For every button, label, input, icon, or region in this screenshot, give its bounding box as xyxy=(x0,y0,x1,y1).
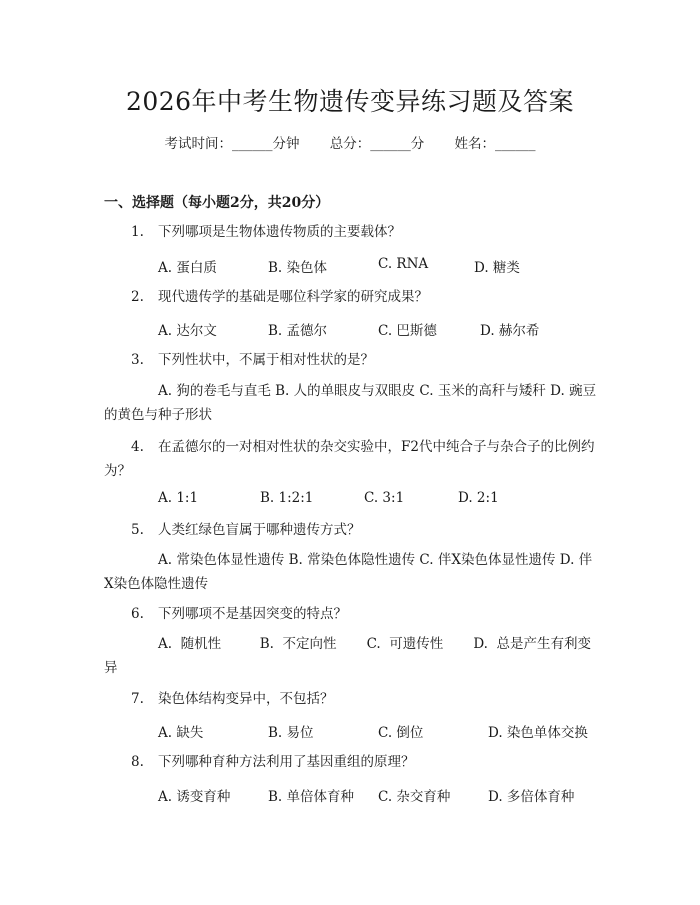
option-d: D. 多倍体育种 xyxy=(488,789,575,805)
question-stem: 染色体结构变异中，不包括？ xyxy=(158,691,334,707)
option-c: C. 杂交育种 xyxy=(378,789,451,805)
option-a: A. 缺失 xyxy=(158,725,204,741)
question-5 xyxy=(104,520,600,541)
option-a: A. 诱变育种 xyxy=(158,789,231,805)
question-3 xyxy=(104,350,600,371)
question-8 xyxy=(104,752,600,773)
question-number: 7. xyxy=(131,691,144,707)
question-6-options: A. 随机性 B. 不定向性 C. 可遗传性 D. 总是产生有利变异 xyxy=(104,636,592,676)
option-b: B. 染色体 xyxy=(268,260,328,276)
student-name-field: 姓名：______ xyxy=(454,136,536,152)
question-5-options: A. 常染色体显性遗传 B. 常染色体隐性遗传 C. 伴X染色体显性遗传 D. 伴X染色体隐性遗传 xyxy=(104,552,593,592)
question-number: 8. xyxy=(131,754,144,770)
option-c: C. 倒位 xyxy=(378,725,424,741)
section-title: 一、选择题（每小题2分，共20分） xyxy=(104,195,330,211)
option-c: C. 3:1 xyxy=(364,490,405,506)
option-a: A. 1:1 xyxy=(158,490,199,506)
question-stem: 下列哪项是生物体遗传物质的主要载体？ xyxy=(158,224,401,240)
question-number: 3. xyxy=(131,352,144,368)
option-c: C. 巴斯德 xyxy=(378,323,437,339)
option-d: D. 赫尔希 xyxy=(480,323,540,339)
document-title: 2026年中考生物遗传变异练习题及答案 xyxy=(125,87,575,116)
question-6 xyxy=(104,604,600,625)
option-c: C. RNA xyxy=(378,256,429,272)
question-7 xyxy=(104,689,600,710)
question-stem: 人类红绿色盲属于哪种遗传方式？ xyxy=(158,522,361,538)
question-3-options: A. 狗的卷毛与直毛 B. 人的单眼皮与双眼皮 C. 玉米的高秆与矮秆 D. 豌豆的黄色与种子形状 xyxy=(104,383,597,423)
option-b: B. 1:2:1 xyxy=(260,490,314,506)
question-number: 1. xyxy=(131,224,144,240)
exam-time-field: 考试时间：______分钟 xyxy=(164,136,300,152)
question-stem: 下列哪项不是基因突变的特点？ xyxy=(158,606,347,622)
exam-meta xyxy=(0,132,700,152)
question-2 xyxy=(104,287,600,308)
option-b: B. 易位 xyxy=(268,725,314,741)
option-d: D. 糖类 xyxy=(474,260,520,276)
option-d: D. 2:1 xyxy=(458,490,499,506)
question-number: 5. xyxy=(131,522,144,538)
total-score-field: 总分：______分 xyxy=(329,136,425,152)
question-4 xyxy=(104,435,600,483)
option-a: A. 蛋白质 xyxy=(158,260,217,276)
question-stem: 现代遗传学的基础是哪位科学家的研究成果？ xyxy=(158,289,428,305)
question-1 xyxy=(104,222,600,243)
question-number: 2. xyxy=(131,289,144,305)
question-stem: 在孟德尔的一对相对性状的杂交实验中，F2代中纯合子与杂合子的比例约为？ xyxy=(104,439,595,479)
question-stem: 下列哪种育种方法利用了基因重组的原理？ xyxy=(158,754,415,770)
question-stem: 下列性状中，不属于相对性状的是？ xyxy=(158,352,374,368)
option-b: B. 孟德尔 xyxy=(268,323,328,339)
question-number: 6. xyxy=(131,606,144,622)
question-number: 4. xyxy=(131,439,144,455)
option-a: A. 达尔文 xyxy=(158,323,217,339)
option-b: B. 单倍体育种 xyxy=(268,789,355,805)
option-d: D. 染色单体交换 xyxy=(488,725,588,741)
